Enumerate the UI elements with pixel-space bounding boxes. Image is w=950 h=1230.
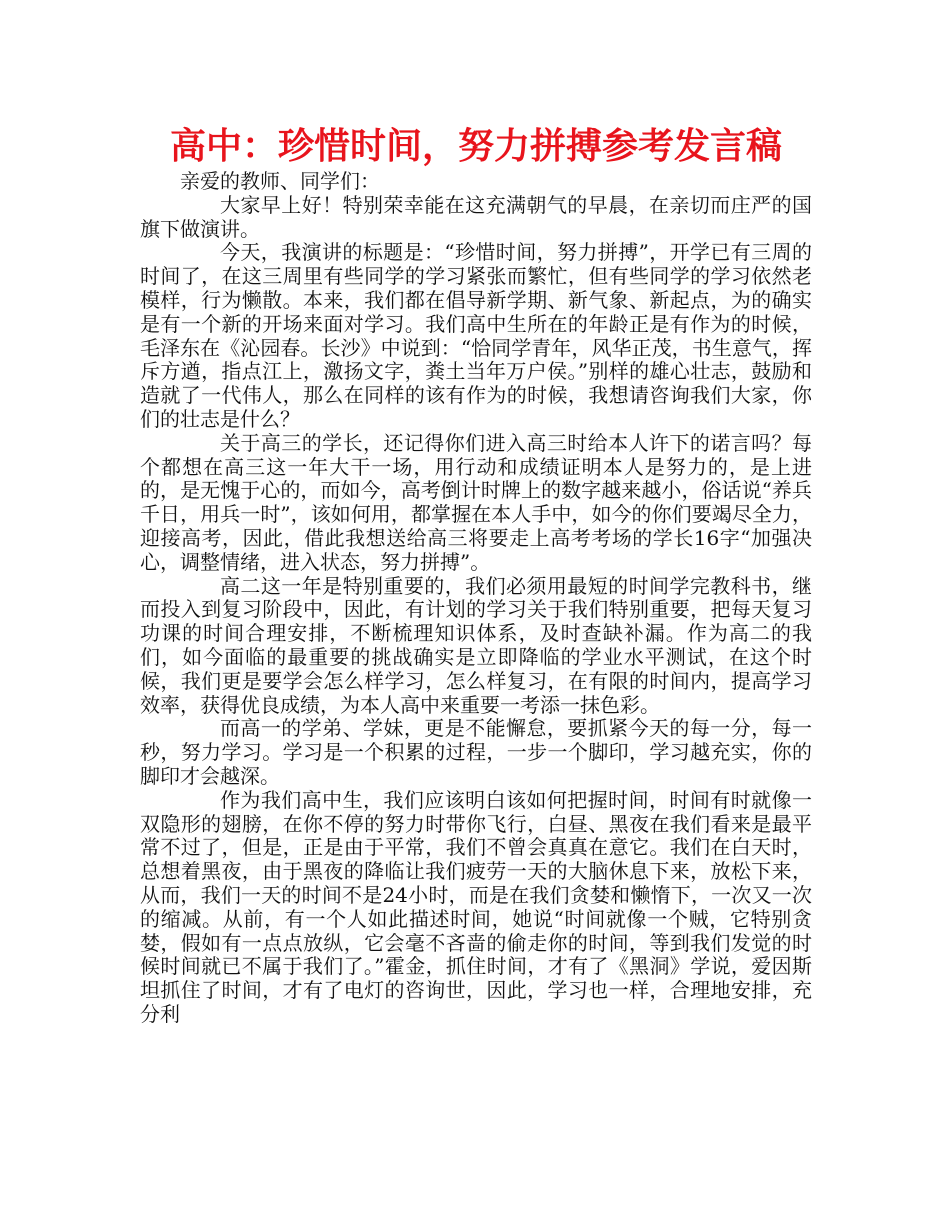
- document-title: 高中：珍惜时间，努力拼搏参考发言稿: [169, 126, 782, 167]
- paragraph: 作为我们高中生，我们应该明白该如何把握时间，时间有时就像一双隐形的翅膀，在你不停的努力时带你飞行，白昼、黑夜在我们看来是最平常不过了，但是，正是由于平常，我们不曾会真真在意它。我们在白天时，总想着黑夜，由于黑夜的降临让我们疲劳一天的大脑休息下来，放松下来，从而，我们一天的时间不是24小时，而是在我们贪婪和懒惰下，一次又一次的缩减。从前，有一个人如此描述时间，她说“时间就像一个贼，它特别贪婪，假如有一点点放纵，它会毫不吝啬的偷走你的时间，等到我们发觉的时候时间就已不属于我们了。”霍金，抓住时间，才有了《黑洞》学说，爱因斯坦抓住了时间，才有了电灯的咨询世，因此，学习也一样，合理地安排，充分利: [140, 787, 812, 1026]
- paragraph: 而高一的学弟、学妹，更是不能懈怠，要抓紧今天的每一分，每一秒，努力学习。学习是一个积累的过程，一步一个脚印，学习越充实，你的脚印才会越深。: [140, 716, 812, 788]
- paragraph: 高二这一年是特别重要的，我们必须用最短的时间学完教科书，继而投入到复习阶段中，因此，有计划的学习关于我们特别重要，把每天复习功课的时间合理安排，不断梳理知识体系，及时查缺补漏。作为高二的我们，如今面临的最重要的挑战确实是立即降临的学业水平测试，在这个时候，我们更是要学会怎么样学习，怎么样复习，在有限的时间内，提高学习效率，获得优良成绩，为本人高中来重要一考添一抹色彩。: [140, 573, 812, 717]
- greeting-line: 亲爱的教师、同学们：: [180, 169, 380, 193]
- document-body: [140, 170, 812, 1027]
- paragraph: 关于高三的学长，还记得你们进入高三时给本人许下的诺言吗？每个都想在高三这一年大干一场，用行动和成绩证明本人是努力的，是上进的，是无愧于心的，而如今，高考倒计时牌上的数字越来越小，俗话说“养兵千日，用兵一时”，该如何用，都掌握在本人手中，如今的你们要竭尽全力，迎接高考，因此，借此我想送给高三将要走上高考考场的学长16字“加强决心，调整情绪，进入状态，努力拼搏”。: [140, 430, 812, 574]
- paragraph: 大家早上好！特别荣幸能在这充满朝气的早晨，在亲切而庄严的国旗下做演讲。: [140, 192, 812, 241]
- paragraph: 今天，我演讲的标题是：“珍惜时间，努力拼搏”，开学已有三周的时间了，在这三周里有些同学的学习紧张而繁忙，但有些同学的学习依然老模样，行为懒散。本来，我们都在倡导新学期、新气象、新起点，为的确实是有一个新的开场来面对学习。我们高中生所在的年龄正是有作为的时候，毛泽东在《沁园春。长沙》中说到：“恰同学青年，风华正茂，书生意气，挥斥方遒，指点江上，激扬文字，粪土当年万户侯。”别样的雄心壮志，鼓励和造就了一代伟人，那么在同样的该有作为的时候，我想请咨询我们大家，你们的壮志是什么？: [140, 240, 812, 431]
- document-page: [140, 122, 812, 1027]
